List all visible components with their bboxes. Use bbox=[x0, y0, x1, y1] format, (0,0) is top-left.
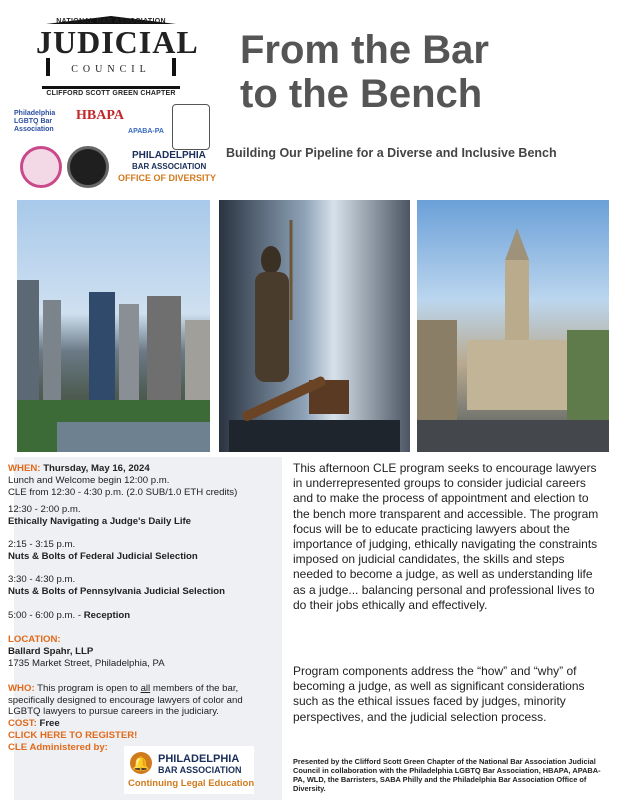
cle-logo-line-2: BAR ASSOCIATION bbox=[158, 765, 242, 775]
when-label: WHEN: bbox=[8, 463, 41, 474]
cost-label: COST: bbox=[8, 718, 37, 729]
program-components: Program components address the “how” and “why” of becoming a judge, as well as significant considerations such as the ethical issues faced by judges, minority perspectives, and the judicial selection process. bbox=[293, 664, 585, 724]
lady-justice-photo bbox=[219, 200, 410, 452]
city-hall-image bbox=[417, 200, 609, 452]
location-name: Ballard Spahr, LLP bbox=[8, 646, 94, 657]
logo-top-text: NATIONAL BAR ASSOCIATION bbox=[56, 18, 166, 25]
who-text-1: This program is open to bbox=[37, 683, 141, 694]
reception-time: 5:00 - 6:00 p.m. - bbox=[8, 610, 84, 621]
page-title bbox=[240, 28, 600, 116]
session-3-time: 3:30 - 4:30 p.m. bbox=[8, 574, 76, 585]
location-label: LOCATION: bbox=[8, 634, 61, 645]
session-3-title: Nuts & Bolts of Pennsylvania Judicial Selection bbox=[8, 586, 225, 597]
title-line-2: to the Bench bbox=[240, 72, 483, 116]
hbapa-logo: HBAPA bbox=[76, 108, 124, 123]
lunch-text: Lunch and Welcome begin 12:00 p.m. bbox=[8, 475, 170, 486]
presented-by-note: Presented by the Clifford Scott Green Chapter of the National Bar Association Judicial Council in collaboration with the Philadelphia LGBTQ Bar Association, HBAPA, APABA-PA, WLD, the Barristers, SABA Philly and the Philadelphia Bar Association Office of Diversity. bbox=[293, 757, 601, 793]
pba-diversity-logo bbox=[118, 150, 228, 184]
reception-line bbox=[8, 610, 270, 622]
logo-council-text: COUNCIL bbox=[71, 64, 151, 75]
session-1-title: Ethically Navigating a Judge's Daily Life bbox=[8, 516, 192, 527]
page-subtitle: Building Our Pipeline for a Diverse and Inclusive Bench bbox=[226, 146, 557, 160]
program-description: This afternoon CLE program seeks to encourage lawyers in underrepresented groups to consider judicial careers and to make the process of appointment and election to the bench more transparent and accessible. The program focus will be to educate practicing lawyers about the importance of judging, ethically navigating the constraints imposed on judicial candidates, the skills and steps needed to become a judge, as well as understanding life as a judge... balancing personal and professional lives to do their jobs ethically and effectively. bbox=[293, 461, 599, 612]
who-all: all bbox=[140, 683, 151, 694]
pba-cle-logo bbox=[124, 746, 254, 794]
cost-value: Free bbox=[39, 718, 60, 729]
pba-name-1: PHILADELPHIA bbox=[132, 150, 206, 161]
register-link[interactable]: CLICK HERE TO REGISTER! bbox=[8, 730, 138, 741]
philadelphia-skyline-photo bbox=[17, 200, 210, 452]
lgbtq-bar-logo: Philadelphia LGBTQ Bar Association bbox=[14, 110, 56, 133]
cle-administered-label: CLE Administered by: bbox=[8, 742, 108, 753]
reception-label: Reception bbox=[83, 610, 131, 621]
who-block bbox=[8, 683, 270, 718]
pba-name-2: BAR ASSOCIATION bbox=[132, 162, 207, 171]
cle-logo-sub: Continuing Legal Education bbox=[128, 778, 255, 789]
location-address: 1735 Market Street, Philadelphia, PA bbox=[8, 658, 165, 669]
session-2-time: 2:15 - 3:15 p.m. bbox=[8, 539, 76, 550]
justice-gavel-image bbox=[219, 200, 410, 452]
liberty-bell-icon: 🔔 bbox=[130, 752, 152, 774]
wld-seal-icon bbox=[20, 146, 62, 188]
cle-time-text: CLE from 12:30 - 4:30 p.m. (2.0 SUB/1.0 ETH credits) bbox=[8, 487, 238, 498]
judicial-council-logo bbox=[36, 14, 199, 106]
skyline-image bbox=[17, 200, 210, 452]
cost-block bbox=[8, 718, 270, 730]
logo-main-text: JUDICIAL bbox=[36, 24, 199, 60]
session-2-title: Nuts & Bolts of Federal Judicial Selection bbox=[8, 551, 198, 562]
title-line-1: From the Bar bbox=[240, 28, 489, 72]
who-text-2: members of the bar, specifically designed to encourage lawyers of color and LGBTQ lawyers to pursue careers in the judiciary. bbox=[8, 683, 243, 717]
saba-seal-icon bbox=[67, 146, 109, 188]
seal-icon bbox=[172, 104, 210, 150]
session-1-time: 12:30 - 2:00 p.m. bbox=[8, 504, 81, 515]
logo-chapter-text: CLIFFORD SCOTT GREEN CHAPTER bbox=[46, 90, 176, 97]
when-value: Thursday, May 16, 2024 bbox=[43, 463, 150, 474]
when-block bbox=[8, 463, 270, 475]
pba-office: OFFICE OF DIVERSITY bbox=[118, 173, 217, 183]
cle-logo-line-1: PHILADELPHIA bbox=[158, 753, 240, 765]
who-label: WHO: bbox=[8, 683, 35, 694]
apaba-logo: APABA-PA bbox=[128, 128, 164, 135]
city-hall-photo bbox=[417, 200, 609, 452]
